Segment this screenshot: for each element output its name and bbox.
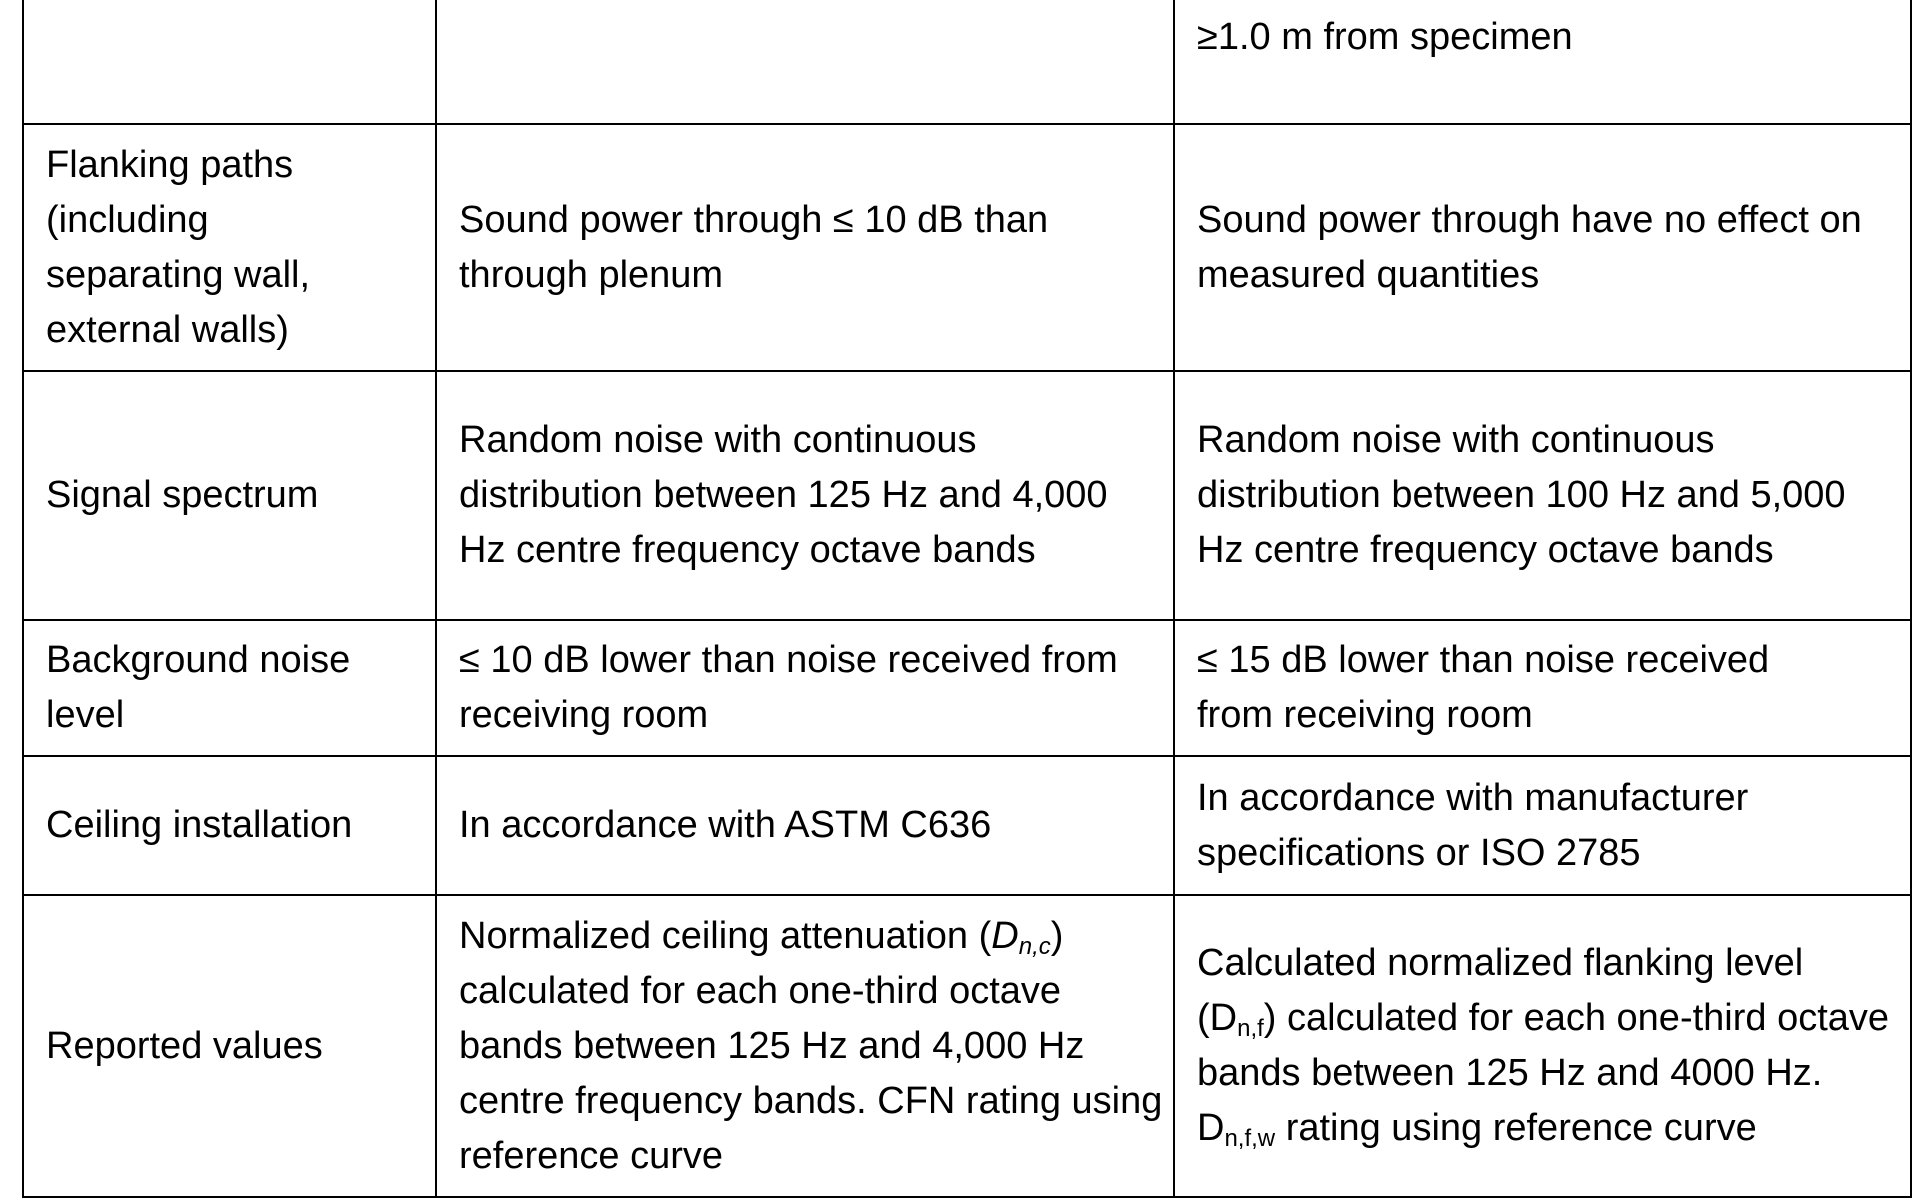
cell-iso: ≤ 15 dB lower than noise received from receiving room bbox=[1174, 620, 1911, 756]
table-row-ceiling-installation bbox=[23, 756, 1911, 895]
text-segment: rating using reference curve bbox=[1275, 1107, 1757, 1149]
cell-astm bbox=[436, 0, 1174, 124]
cell-parameter bbox=[23, 0, 436, 124]
table-row-signal-spectrum bbox=[23, 371, 1911, 620]
cell-parameter: Background noise level bbox=[23, 620, 436, 756]
cell-astm bbox=[436, 895, 1174, 1197]
text-segment: Calculated normalized flanking level ( bbox=[1197, 942, 1814, 1039]
symbol-d: D bbox=[1209, 997, 1238, 1039]
symbol-subscript: n,c bbox=[1018, 932, 1051, 960]
comparison-table bbox=[22, 0, 1912, 1198]
cell-parameter: Flanking paths (including separating wall, external walls) bbox=[23, 124, 436, 371]
cell-parameter: Ceiling installation bbox=[23, 756, 436, 895]
symbol-d: D bbox=[991, 914, 1019, 957]
text-segment: ) calculated for each one-third octave bands between 125 Hz and 4000 Hz. bbox=[1197, 997, 1900, 1094]
table-row-distance bbox=[23, 0, 1911, 124]
cell-astm: ≤ 10 dB lower than noise received from receiving room bbox=[436, 620, 1174, 756]
table-row-background-noise bbox=[23, 620, 1911, 756]
cell-parameter: Signal spectrum bbox=[23, 371, 436, 620]
cell-iso bbox=[1174, 895, 1911, 1197]
table-row-flanking-paths bbox=[23, 124, 1911, 371]
cell-iso: In accordance with manufacturer specifications or ISO 2785 bbox=[1174, 756, 1911, 895]
symbol-d: D bbox=[1197, 1107, 1225, 1149]
cell-astm: Random noise with continuous distribution between 125 Hz and 4,000 Hz centre frequency octave bands bbox=[436, 371, 1174, 620]
cell-iso: ≥1.0 m from specimen bbox=[1174, 0, 1911, 124]
symbol-subscript: n,f bbox=[1237, 1015, 1264, 1042]
text-segment: Normalized ceiling attenuation ( bbox=[459, 914, 992, 957]
text-segment: ) calculated for each one-third octave bands between 125 Hz and 4,000 Hz centre frequency bands. CFN rating using reference curve bbox=[459, 914, 1173, 1177]
cell-astm: Sound power through ≤ 10 dB than through plenum bbox=[436, 124, 1174, 371]
cell-astm: In accordance with ASTM C636 bbox=[436, 756, 1174, 895]
cell-iso: Sound power through have no effect on measured quantities bbox=[1174, 124, 1911, 371]
cell-iso: Random noise with continuous distribution between 100 Hz and 5,000 Hz centre frequency octave bands bbox=[1174, 371, 1911, 620]
table-row-reported-values bbox=[23, 895, 1911, 1197]
symbol-subscript: n,f,w bbox=[1224, 1125, 1276, 1152]
cell-parameter: Reported values bbox=[23, 895, 436, 1197]
